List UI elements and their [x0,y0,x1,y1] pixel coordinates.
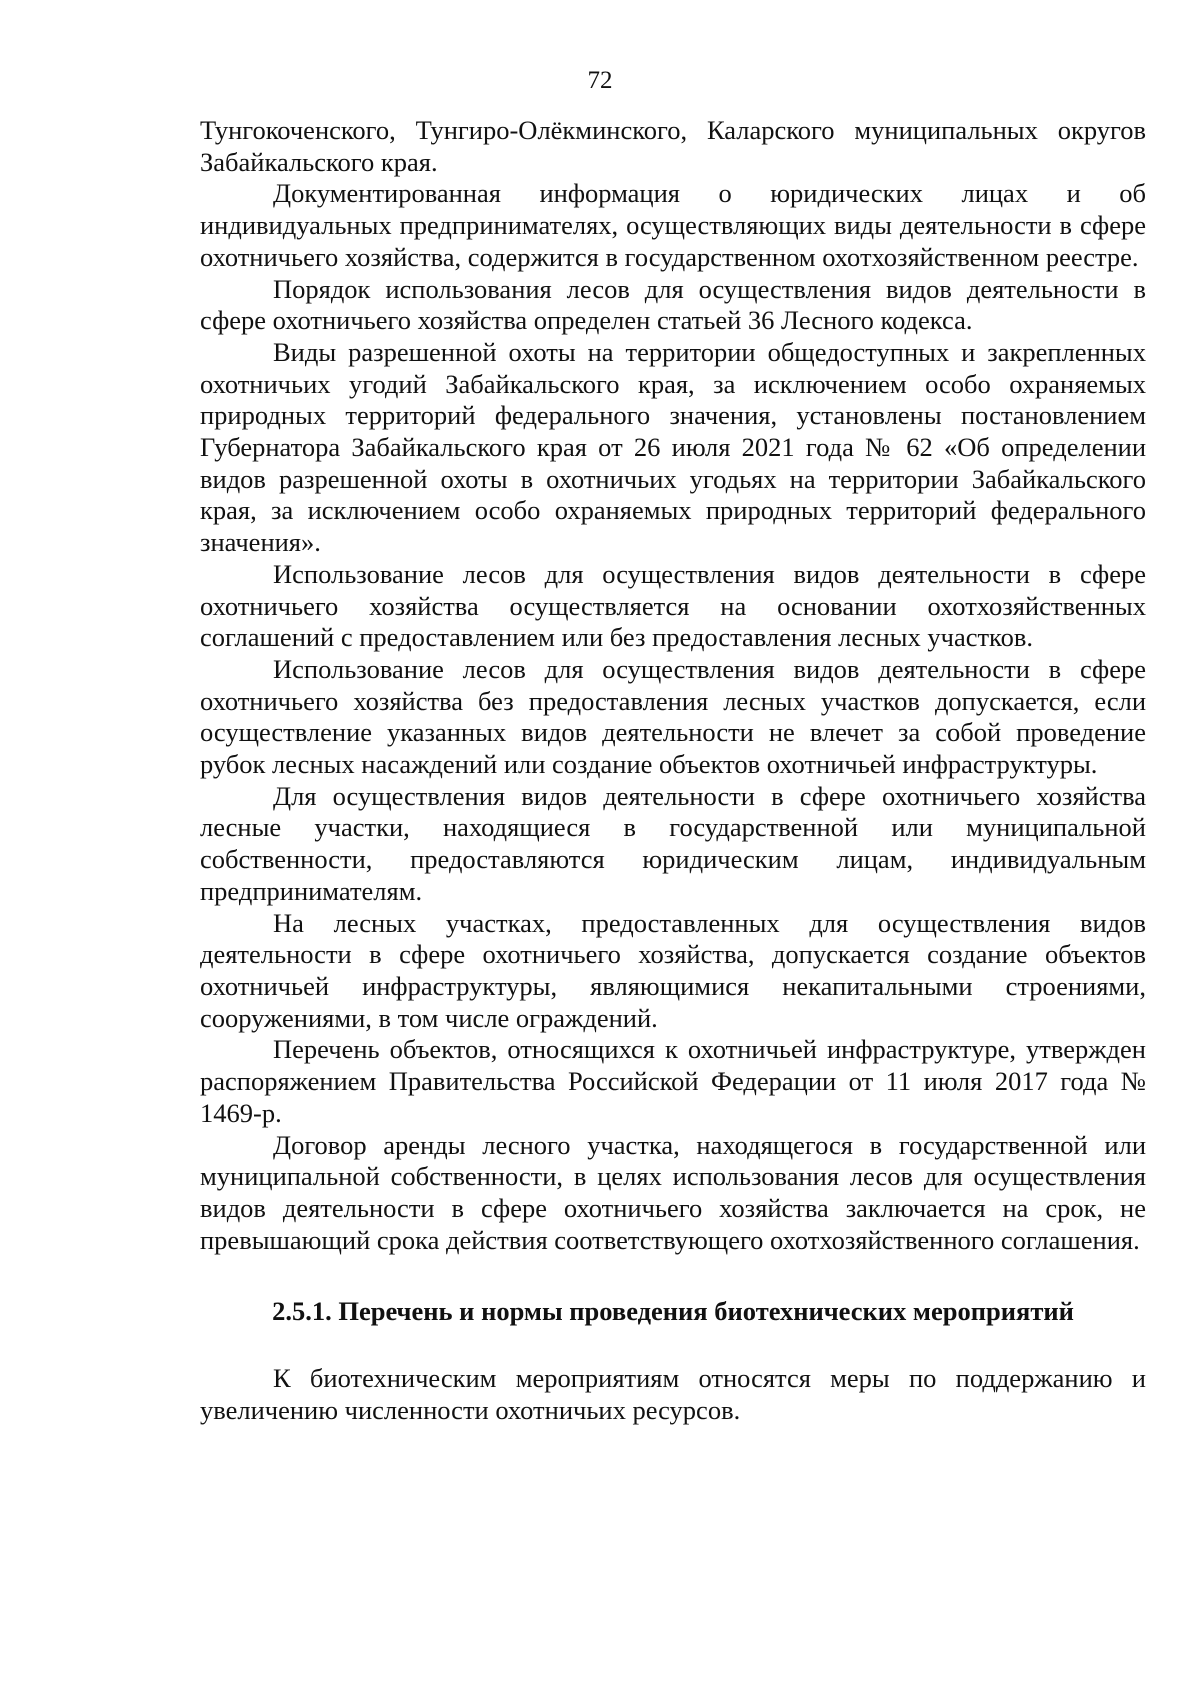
paragraph-infrastructure: На лесных участках, предоставленных для осуществления видов деятельности в сфере охотничьего хозяйства, допускается создание объектов охотничьей инфраструктуры, являющимися некапитальными строениями, сооружениями, в том числе ограждений. [200,907,1146,1033]
paragraph-continuation: Тунгокоченского, Тунгиро-Олёкминского, Каларского муниципальных округов Забайкальского края. [200,115,1146,177]
section-heading: 2.5.1. Перечень и нормы проведения биотехнических мероприятий [272,1296,1074,1327]
paragraph-plots-provision: Для осуществления видов деятельности в сфере охотничьего хозяйства лесные участки, находящиеся в государственной или муниципальной собственности, предоставляются юридическим лицам, индивидуальным предпринимателям. [200,780,1146,906]
page-number: 72 [587,67,613,94]
paragraph-hunting-registry: Документированная информация о юридических лицах и об индивидуальных предпринимателях, осуществляющих виды деятельности в сфере охотничьего хозяйства, содержится в государственном охотхозяйственном реестре. [200,178,1146,272]
paragraph-lease-agreement: Договор аренды лесного участка, находящегося в государственной или муниципальной собственности, в целях использования лесов для осуществления видов деятельности в сфере охотничьего хозяйства заключается на срок, не превышающий срока действия соответствующего охотхозяйственного соглашения. [200,1129,1146,1255]
paragraph-hunting-agreements: Использование лесов для осуществления видов деятельности в сфере охотничьего хозяйства осуществляется на основании охотхозяйственных соглашений с предоставлением или без предоставления лесных участков. [200,558,1146,653]
paragraph-without-plots: Использование лесов для осуществления видов деятельности в сфере охотничьего хозяйства без предоставления лесных участков допускается, если осуществление указанных видов деятельности не влечет за собой проведение рубок лесных насаждений или создание объектов охотничьей инфраструктуры. [200,653,1146,780]
paragraph-permitted-hunting: Виды разрешенной охоты на территории общедоступных и закрепленных охотничьих угодий Забайкальского края, за исключением особо охраняемых природных территорий федерального значения, установлены постановлением Губернатора Забайкальского края от 26 июля 2021 года № 62 «Об определении видов разрешенной охоты в охотничьих угодьях на территории Забайкальского края, за исключением особо охраняемых природных территорий федерального значения». [200,336,1146,558]
paragraph-biotechnical-measures: К биотехническим мероприятиям относятся меры по поддержанию и увеличению численности охотничьих ресурсов. [200,1363,1146,1426]
paragraph-infrastructure-list: Перечень объектов, относящихся к охотничьей инфраструктуре, утвержден распоряжением Правительства Российской Федерации от 11 июля 2017 года № 1469-р. [200,1034,1146,1128]
body-text [200,115,1146,1427]
paragraph-forest-use-order: Порядок использования лесов для осуществления видов деятельности в сфере охотничьего хозяйства определен статьей 36 Лесного кодекса. [200,273,1146,336]
